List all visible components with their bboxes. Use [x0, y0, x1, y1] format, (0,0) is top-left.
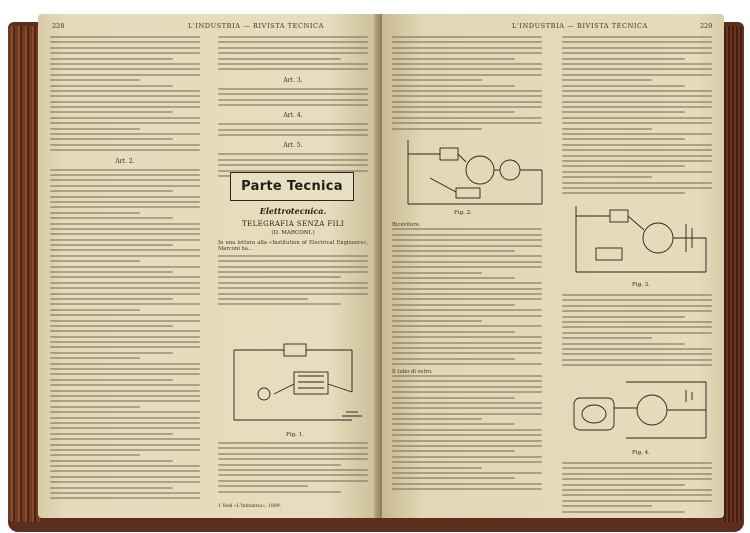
text-line	[50, 149, 200, 151]
right-column-2-bottom	[562, 462, 712, 516]
text-line	[50, 90, 200, 92]
text-line	[562, 171, 712, 173]
text-line	[562, 364, 712, 366]
text-line	[50, 174, 200, 176]
text-line	[50, 260, 140, 262]
text-line	[562, 149, 712, 151]
text-line	[392, 47, 542, 49]
article-heading: Art. 5.	[283, 142, 303, 150]
text-line	[562, 182, 712, 184]
text-line	[562, 58, 685, 60]
text-line	[562, 316, 685, 318]
text-line	[218, 464, 341, 466]
text-line	[392, 375, 542, 377]
right-page	[382, 14, 724, 518]
text-line	[392, 445, 542, 447]
article-opening: In una lettura alla «Institution of Electrical Engineers», Marconi ha...	[218, 240, 368, 253]
text-line	[562, 187, 712, 189]
text-line	[50, 255, 200, 257]
text-line	[50, 444, 200, 446]
text-line	[392, 413, 542, 415]
text-line	[392, 488, 542, 490]
text-line	[562, 52, 712, 54]
text-line	[50, 325, 173, 327]
text-line	[50, 138, 173, 140]
text-line	[50, 201, 200, 203]
right-page-edges	[724, 26, 744, 522]
text-line	[392, 106, 542, 108]
text-line	[50, 330, 200, 332]
text-line	[218, 298, 308, 300]
text-line	[392, 58, 515, 60]
text-line	[50, 309, 140, 311]
text-line	[392, 74, 542, 76]
text-line	[50, 217, 173, 219]
text-line	[392, 255, 542, 257]
text-line	[50, 454, 140, 456]
text-line	[218, 491, 341, 493]
text-line	[562, 299, 712, 301]
text-line	[218, 88, 368, 90]
text-line	[50, 363, 200, 365]
text-line	[50, 196, 200, 198]
text-line	[562, 111, 685, 113]
text-line	[50, 36, 200, 38]
text-line	[562, 326, 712, 328]
text-line	[392, 315, 542, 317]
text-line	[392, 342, 542, 344]
text-line	[392, 434, 542, 436]
text-line	[50, 144, 200, 146]
left-column-2	[218, 36, 368, 180]
receiver-label: Ricevitore.	[392, 222, 421, 228]
text-line	[562, 128, 652, 130]
text-line	[562, 41, 712, 43]
text-line	[218, 480, 368, 482]
text-line	[392, 272, 482, 274]
text-line	[392, 63, 542, 65]
text-line	[50, 239, 200, 241]
text-line	[392, 250, 515, 252]
text-line	[218, 287, 368, 289]
text-line	[50, 185, 200, 187]
text-line	[50, 223, 200, 225]
text-line	[50, 249, 200, 251]
text-line	[562, 106, 712, 108]
text-line	[50, 52, 200, 54]
text-line	[392, 277, 515, 279]
text-line	[50, 117, 200, 119]
text-line	[218, 123, 368, 125]
text-line	[392, 363, 542, 365]
text-line	[562, 348, 712, 350]
text-line	[50, 101, 200, 103]
text-line	[392, 402, 542, 404]
text-line	[218, 47, 368, 49]
text-line	[218, 36, 368, 38]
text-line	[392, 52, 542, 54]
text-line	[392, 282, 542, 284]
text-line	[562, 332, 712, 334]
text-line	[218, 271, 368, 273]
text-line	[392, 79, 482, 81]
text-line	[562, 47, 712, 49]
text-line	[392, 239, 542, 241]
footnote: 1 Vedi «L'Industria», 1899.	[218, 504, 282, 509]
text-line	[392, 472, 542, 474]
text-line	[218, 134, 368, 136]
text-line	[50, 379, 173, 381]
text-line	[392, 261, 542, 263]
text-line	[218, 164, 368, 166]
text-line	[562, 117, 712, 119]
figure-4	[566, 374, 716, 452]
text-line	[562, 359, 712, 361]
text-line	[50, 357, 140, 359]
text-line	[562, 138, 685, 140]
text-line	[50, 352, 173, 354]
left-running-head: L'INDUSTRIA — RIVISTA TECNICA	[188, 22, 324, 30]
text-line	[50, 465, 200, 467]
text-line	[562, 337, 652, 339]
text-line	[50, 233, 200, 235]
text-line	[392, 304, 515, 306]
text-line	[392, 95, 542, 97]
text-line	[50, 406, 140, 408]
text-line	[50, 206, 200, 208]
text-line	[50, 179, 200, 181]
text-line	[50, 460, 173, 462]
figure-1-caption: Fig. 1.	[286, 432, 304, 438]
text-line	[562, 144, 712, 146]
text-line	[562, 484, 685, 486]
text-line	[218, 293, 368, 295]
text-line	[392, 111, 515, 113]
article-author: (D. MARCONI.)	[271, 230, 315, 236]
article-heading: Art. 3.	[283, 76, 303, 84]
text-line	[218, 159, 368, 161]
right-column-2	[562, 36, 712, 198]
text-line	[392, 456, 542, 458]
text-line	[218, 303, 341, 305]
figure-3	[566, 202, 716, 284]
article-heading: Art. 2.	[115, 157, 135, 165]
right-column-1-lower	[392, 222, 542, 494]
figure-2	[400, 134, 550, 218]
text-line	[392, 391, 542, 393]
text-line	[50, 368, 200, 370]
text-line	[50, 133, 200, 135]
text-line	[50, 58, 173, 60]
text-line	[50, 79, 140, 81]
article-header	[218, 206, 368, 309]
text-line	[50, 395, 200, 397]
text-line	[562, 353, 712, 355]
text-line	[50, 470, 200, 472]
text-line	[218, 266, 368, 268]
text-line	[50, 169, 200, 171]
text-line	[562, 511, 685, 513]
text-line	[562, 500, 712, 502]
text-line	[50, 276, 200, 278]
text-line	[218, 276, 341, 278]
text-line	[392, 68, 542, 70]
text-line	[50, 390, 200, 392]
text-line	[562, 155, 712, 157]
left-page-number: 228	[52, 22, 65, 30]
text-line	[562, 310, 712, 312]
text-line	[392, 429, 542, 431]
text-line	[562, 90, 712, 92]
text-line	[562, 160, 712, 162]
article-title: TELEGRAFIA SENZA FILI	[242, 220, 344, 228]
text-line	[562, 79, 652, 81]
text-line	[392, 331, 515, 333]
text-line	[562, 95, 712, 97]
subsection-title: Elettrotecnica.	[259, 206, 327, 216]
text-line	[562, 505, 652, 507]
text-line	[392, 36, 542, 38]
text-line	[218, 99, 368, 101]
text-line	[392, 293, 542, 295]
text-line	[50, 298, 173, 300]
text-line	[50, 346, 200, 348]
text-line	[50, 487, 173, 489]
text-line	[392, 122, 542, 124]
text-line	[392, 336, 542, 338]
text-line	[218, 255, 368, 257]
text-line	[218, 282, 368, 284]
text-line	[562, 343, 685, 345]
text-line	[50, 336, 200, 338]
text-line	[392, 450, 515, 452]
text-line	[50, 497, 200, 499]
text-line	[392, 407, 542, 409]
text-line	[50, 449, 200, 451]
left-column-2-bottom	[218, 442, 368, 496]
text-line	[50, 314, 200, 316]
text-line	[218, 474, 368, 476]
text-line	[218, 41, 368, 43]
text-line	[392, 386, 542, 388]
text-line	[392, 234, 542, 236]
text-line	[562, 489, 712, 491]
text-line	[218, 63, 368, 65]
right-column-1	[392, 36, 542, 133]
text-line	[50, 433, 173, 435]
text-line	[50, 287, 200, 289]
text-line	[392, 397, 515, 399]
text-line	[50, 122, 200, 124]
text-line	[562, 467, 712, 469]
text-line	[50, 303, 200, 305]
text-line	[50, 228, 200, 230]
left-page	[38, 14, 380, 518]
text-line	[562, 68, 712, 70]
text-line	[50, 373, 200, 375]
text-line	[392, 90, 542, 92]
text-line	[562, 74, 712, 76]
text-line	[50, 212, 140, 214]
text-line	[50, 400, 200, 402]
text-line	[50, 271, 173, 273]
text-line	[50, 384, 200, 386]
text-line	[562, 462, 712, 464]
text-line	[392, 461, 542, 463]
text-line	[218, 260, 368, 262]
text-line	[562, 85, 685, 87]
text-line	[218, 93, 368, 95]
text-line	[562, 473, 712, 475]
text-line	[50, 47, 200, 49]
text-line	[50, 492, 200, 494]
text-line	[218, 104, 368, 106]
text-line	[392, 266, 542, 268]
section-title: Parte Tecnica	[230, 172, 354, 201]
text-line	[218, 153, 368, 155]
text-line	[218, 453, 368, 455]
text-line	[392, 477, 515, 479]
text-line	[392, 347, 542, 349]
text-line	[392, 325, 542, 327]
text-line	[392, 245, 542, 247]
figure-1	[224, 332, 364, 432]
text-line	[562, 494, 712, 496]
text-line	[50, 417, 200, 419]
text-line	[392, 128, 482, 130]
text-line	[562, 63, 712, 65]
text-line	[392, 117, 542, 119]
text-line	[392, 288, 542, 290]
tube-label: Il tubo di vetro.	[392, 368, 433, 375]
text-line	[50, 128, 140, 130]
text-line	[392, 440, 542, 442]
figure-3-caption: Fig. 3.	[632, 282, 650, 288]
text-line	[50, 438, 200, 440]
text-line	[50, 68, 200, 70]
text-line	[50, 95, 200, 97]
text-line	[562, 165, 685, 167]
text-line	[50, 341, 200, 343]
text-line	[50, 427, 200, 429]
text-line	[218, 469, 368, 471]
text-line	[218, 447, 368, 449]
text-line	[50, 63, 200, 65]
text-line	[392, 418, 482, 420]
left-page-edges	[8, 26, 40, 522]
text-line	[392, 352, 542, 354]
text-line	[562, 305, 712, 307]
text-line	[392, 423, 515, 425]
text-line	[50, 106, 200, 108]
text-line	[392, 85, 515, 87]
figure-2-caption: Fig. 2.	[454, 210, 472, 216]
text-line	[50, 411, 200, 413]
text-line	[562, 176, 652, 178]
text-line	[50, 74, 200, 76]
text-line	[392, 483, 542, 485]
figure-4-caption: Fig. 4.	[632, 450, 650, 456]
text-line	[562, 294, 712, 296]
text-line	[50, 111, 173, 113]
text-line	[392, 309, 542, 311]
text-line	[392, 380, 542, 382]
text-line	[218, 52, 368, 54]
text-line	[218, 442, 368, 444]
text-line	[392, 358, 515, 360]
text-line	[50, 320, 200, 322]
text-line	[392, 41, 542, 43]
text-line	[392, 228, 542, 230]
right-column-2-middle	[562, 294, 712, 369]
text-line	[50, 266, 200, 268]
text-line	[392, 298, 542, 300]
text-line	[50, 293, 200, 295]
text-line	[50, 244, 173, 246]
text-line	[218, 485, 308, 487]
text-line	[562, 321, 712, 323]
text-line	[50, 476, 200, 478]
text-line	[218, 129, 368, 131]
text-line	[392, 101, 542, 103]
text-line	[50, 85, 173, 87]
right-running-head: L'INDUSTRIA — RIVISTA TECNICA	[512, 22, 648, 30]
text-line	[218, 68, 368, 70]
text-line	[562, 478, 712, 480]
left-column-1	[50, 36, 200, 503]
text-line	[50, 282, 200, 284]
text-line	[562, 133, 712, 135]
text-line	[562, 122, 712, 124]
text-line	[50, 41, 200, 43]
right-page-number: 229	[700, 22, 713, 30]
text-line	[562, 101, 712, 103]
text-line	[392, 320, 482, 322]
text-line	[50, 481, 200, 483]
text-line	[562, 192, 685, 194]
text-line	[218, 458, 368, 460]
text-line	[392, 467, 482, 469]
text-line	[50, 422, 200, 424]
text-line	[218, 58, 341, 60]
text-line	[562, 36, 712, 38]
article-heading: Art. 4.	[283, 112, 303, 120]
text-line	[50, 190, 173, 192]
